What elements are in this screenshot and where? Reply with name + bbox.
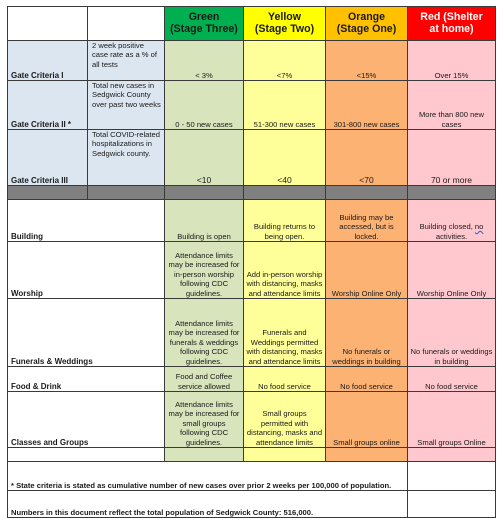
state-criteria-note: * State criteria is stated as cumulative number of new cases over prior 2 weeks per 100,000 of population. bbox=[8, 462, 408, 491]
separator-row bbox=[8, 186, 496, 200]
separator-cell bbox=[8, 186, 88, 200]
blank-cell bbox=[408, 448, 496, 462]
gate-row bbox=[8, 81, 496, 130]
activity-name: Worship bbox=[8, 242, 165, 299]
activity-orange: No food service bbox=[326, 367, 408, 392]
header-green-stage: Green (Stage Three) bbox=[165, 7, 244, 41]
activity-green: Attendance limits may be increased for small groups following CDC guidelines. bbox=[165, 392, 244, 448]
activity-orange: No funerals or weddings in building bbox=[326, 299, 408, 367]
blank-row bbox=[8, 448, 496, 462]
activity-name: Funerals & Weddings bbox=[8, 299, 165, 367]
separator-cell bbox=[244, 186, 326, 200]
gate-row bbox=[8, 41, 496, 81]
gate-green-value: <10 bbox=[165, 130, 244, 186]
activity-red: Small groups Online bbox=[408, 392, 496, 448]
gate-yellow-value: <40 bbox=[244, 130, 326, 186]
separator-cell bbox=[326, 186, 408, 200]
header-blank-1 bbox=[8, 7, 88, 41]
activity-name: Classes and Groups bbox=[8, 392, 165, 448]
blank-cell bbox=[8, 448, 165, 462]
gate-red-value: 70 or more bbox=[408, 130, 496, 186]
footnote-row bbox=[8, 491, 496, 518]
activity-red: No funerals or weddings in building bbox=[408, 299, 496, 367]
activity-red bbox=[408, 200, 496, 242]
activity-yellow: Add in-person worship with distancing, masks and attendance limits bbox=[244, 242, 326, 299]
spellcheck-word: no bbox=[474, 222, 484, 232]
separator-cell bbox=[88, 186, 165, 200]
activity-orange: Building may be accessed, but is locked. bbox=[326, 200, 408, 242]
header-red-stage: Red (Shelter at home) bbox=[408, 7, 496, 41]
header-yellow-stage: Yellow (Stage Two) bbox=[244, 7, 326, 41]
footnote-blank bbox=[408, 491, 496, 518]
activity-name: Food & Drink bbox=[8, 367, 165, 392]
gate-description: 2 week positive case rate as a % of all tests bbox=[88, 41, 165, 81]
activity-red-text-end: activities. bbox=[435, 231, 468, 241]
header-orange-stage: Orange (Stage One) bbox=[326, 7, 408, 41]
blank-cell bbox=[165, 448, 244, 462]
gate-green-value: < 3% bbox=[165, 41, 244, 81]
gate-description: Total COVID-related hospitalizations in Sedgwick county. bbox=[88, 130, 165, 186]
activity-yellow: No food service bbox=[244, 367, 326, 392]
separator-cell bbox=[165, 186, 244, 200]
activity-name: Building bbox=[8, 200, 165, 242]
gate-description: Total new cases in Sedgwick County over past two weeks bbox=[88, 81, 165, 130]
gate-yellow-value: 51-300 new cases bbox=[244, 81, 326, 130]
blank-cell bbox=[244, 448, 326, 462]
activity-yellow: Small groups permitted with distancing, masks and attendance limits bbox=[244, 392, 326, 448]
footnote-row bbox=[8, 462, 496, 491]
activity-row bbox=[8, 367, 496, 392]
activity-red: Worship Online Only bbox=[408, 242, 496, 299]
activity-row bbox=[8, 242, 496, 299]
gate-name: Gate Criteria I bbox=[8, 41, 88, 81]
blank-cell bbox=[326, 448, 408, 462]
phase-criteria-table bbox=[7, 6, 496, 518]
header-row bbox=[8, 7, 496, 41]
activity-row bbox=[8, 200, 496, 242]
activity-row bbox=[8, 299, 496, 367]
gate-orange-value: 301-800 new cases bbox=[326, 81, 408, 130]
activity-red-text: Building closed, bbox=[419, 222, 475, 232]
footnote-blank bbox=[408, 462, 496, 491]
gate-green-value: 0 - 50 new cases bbox=[165, 81, 244, 130]
activity-green: Food and Coffee service allowed bbox=[165, 367, 244, 392]
separator-cell bbox=[408, 186, 496, 200]
gate-red-value: More than 800 new cases bbox=[408, 81, 496, 130]
gate-yellow-value: <7% bbox=[244, 41, 326, 81]
gate-red-value: Over 15% bbox=[408, 41, 496, 81]
gate-name: Gate Criteria II * bbox=[8, 81, 88, 130]
activity-green: Attendance limits may be increased for funerals & weddings following CDC guidelines. bbox=[165, 299, 244, 367]
activity-row bbox=[8, 392, 496, 448]
gate-row bbox=[8, 130, 496, 186]
activity-orange: Small groups online bbox=[326, 392, 408, 448]
activity-yellow: Building returns to being open. bbox=[244, 200, 326, 242]
gate-orange-value: <15% bbox=[326, 41, 408, 81]
gate-name: Gate Criteria III bbox=[8, 130, 88, 186]
population-note: Numbers in this document reflect the total population of Sedgwick County: 516,000. bbox=[8, 491, 408, 518]
activity-orange: Worship Online Only bbox=[326, 242, 408, 299]
activity-red: No food service bbox=[408, 367, 496, 392]
gate-orange-value: <70 bbox=[326, 130, 408, 186]
activity-green: Building is open bbox=[165, 200, 244, 242]
activity-yellow: Funerals and Weddings permitted with distancing, masks and attendance limits bbox=[244, 299, 326, 367]
activity-green: Attendance limits may be increased for in-person worship following CDC guidelines. bbox=[165, 242, 244, 299]
header-blank-2 bbox=[88, 7, 165, 41]
